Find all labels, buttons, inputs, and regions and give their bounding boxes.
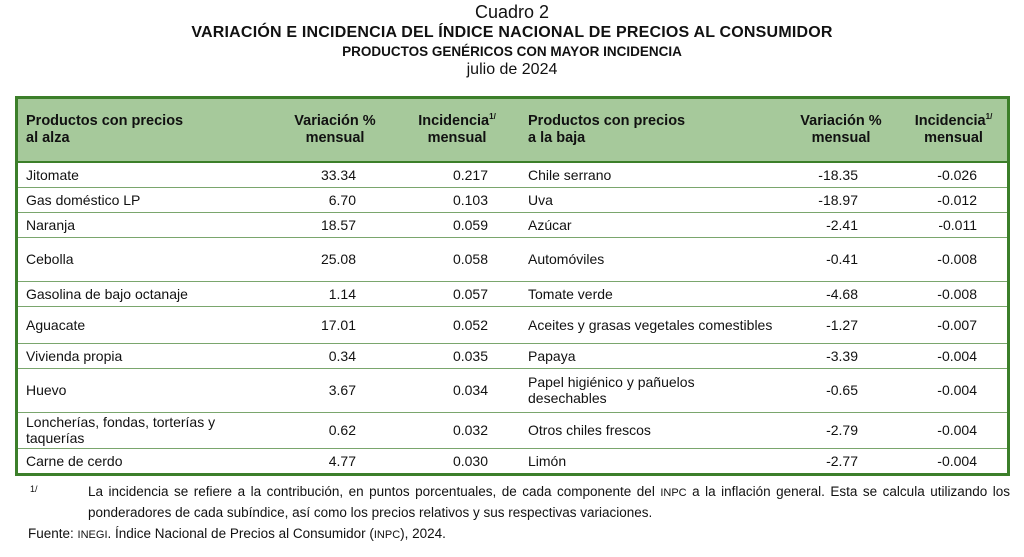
footnote-text: La incidencia se refiere a la contribución, en puntos porcentuales, de cada componente del INPC a la inflación general. Esta se calcula utilizando los ponderadores de cada subíndice, así como los precios relativos y sus respectivas variaciones.	[88, 484, 1010, 520]
source-label: Fuente:	[28, 526, 74, 541]
product-up-cell: Carne de cerdo	[18, 448, 276, 473]
product-up-cell: Gas doméstico LP	[18, 187, 276, 212]
footnote-ref: 1/	[489, 112, 496, 122]
variation-down-cell: -2.41	[782, 212, 900, 237]
variation-down-cell: -18.35	[818, 166, 858, 183]
product-up-cell: Aguacate	[18, 306, 276, 343]
header-products-up: Productos con precios al alza	[18, 99, 276, 162]
variation-up-cell: 33.34	[320, 166, 356, 183]
incidence-down-cell: -0.012	[900, 187, 1007, 212]
source-note	[28, 524, 446, 545]
incidence-down-cell: -0.004	[900, 448, 1007, 473]
product-up-cell: Vivienda propia	[18, 343, 276, 368]
incidence-down-cell: -0.011	[900, 212, 1007, 237]
product-up-cell: Loncherías, fondas, torterías y taquerías	[18, 412, 276, 448]
incidence-up-cell: 0.059	[394, 212, 520, 237]
variation-up-cell: 0.62	[276, 412, 394, 448]
incidence-up-cell: 0.030	[394, 448, 520, 473]
title-block	[0, 2, 1024, 79]
table-body	[18, 162, 1007, 473]
table-row	[18, 281, 1007, 306]
incidence-down-cell: -0.004	[900, 412, 1007, 448]
incidence-down-cell: -0.004	[900, 368, 1007, 412]
data-table	[18, 99, 1007, 473]
variation-down-cell: -1.27	[782, 306, 900, 343]
incidence-up-cell: 0.058	[394, 237, 520, 281]
variation-up-cell: 18.57	[276, 212, 394, 237]
incidence-up-cell: 0.217	[452, 166, 488, 183]
period-label: julio de 2024	[466, 61, 558, 78]
product-down-cell: Limón	[520, 448, 782, 473]
incidence-down-cell: -0.008	[900, 281, 1007, 306]
variation-up-cell: 3.67	[276, 368, 394, 412]
incidence-down-cell: -0.007	[900, 306, 1007, 343]
product-down-cell: Automóviles	[520, 237, 782, 281]
incidence-up-cell: 0.032	[394, 412, 520, 448]
page-title: VARIACIÓN E INCIDENCIA DEL ÍNDICE NACIONAL DE PRECIOS AL CONSUMIDOR	[191, 24, 833, 41]
header-variation-down: Variación % mensual	[782, 99, 900, 162]
table-row	[18, 343, 1007, 368]
incidence-up-cell: 0.052	[394, 306, 520, 343]
header-variation-up: Variación % mensual	[276, 99, 394, 162]
page-subtitle: PRODUCTOS GENÉRICOS CON MAYOR INCIDENCIA	[342, 44, 682, 59]
table-row	[18, 412, 1007, 448]
source-text: INEGI. Índice Nacional de Precios al Consumidor (INPC), 2024.	[77, 526, 446, 541]
incidence-up-cell: 0.034	[394, 368, 520, 412]
product-down-cell: Papel higiénico y pañuelos desechables	[520, 368, 782, 412]
incidence-up-cell: 0.103	[394, 187, 520, 212]
table-header-row	[18, 99, 1007, 162]
table-row	[18, 187, 1007, 212]
footnote-ref: 1/	[985, 112, 993, 122]
variation-down-cell: -3.39	[782, 343, 900, 368]
product-down-cell: Tomate verde	[520, 281, 782, 306]
product-down-cell: Papaya	[520, 343, 782, 368]
product-up-cell: Cebolla	[18, 237, 276, 281]
variation-up-cell: 6.70	[276, 187, 394, 212]
variation-down-cell: -18.97	[782, 187, 900, 212]
variation-down-cell: -2.77	[782, 448, 900, 473]
footnote-mark: 1/	[30, 484, 38, 494]
product-up-cell: Naranja	[18, 212, 276, 237]
header-incidence-up: Incidencia$^{1/}$ mensual	[394, 99, 520, 162]
product-down-cell: Azúcar	[520, 212, 782, 237]
variation-up-cell: 0.34	[276, 343, 394, 368]
variation-up-cell: 25.08	[276, 237, 394, 281]
table-row	[18, 306, 1007, 343]
header-incidence-down: Incidencia$^{1/}$ mensual	[900, 99, 1007, 162]
incidence-down-cell: -0.008	[900, 237, 1007, 281]
variation-down-cell: -4.68	[782, 281, 900, 306]
table-row	[18, 237, 1007, 281]
table-row	[18, 212, 1007, 237]
product-down-cell: Aceites y grasas vegetales comestibles	[520, 306, 782, 343]
product-down-cell: Chile serrano	[528, 166, 612, 183]
variation-down-cell: -0.65	[782, 368, 900, 412]
header-products-down: Productos con precios a la baja	[520, 99, 782, 162]
table-row	[18, 368, 1007, 412]
incidence-up-cell: 0.035	[394, 343, 520, 368]
table-row	[18, 162, 1007, 187]
footnote	[30, 482, 1010, 523]
table-number: Cuadro 2	[474, 2, 550, 22]
table-row	[18, 448, 1007, 473]
product-up-cell: Gasolina de bajo octanaje	[18, 281, 276, 306]
data-table-frame	[15, 96, 1010, 476]
product-down-cell: Otros chiles frescos	[520, 412, 782, 448]
variation-down-cell: -0.41	[782, 237, 900, 281]
variation-up-cell: 1.14	[276, 281, 394, 306]
product-up-cell: Jitomate	[26, 166, 79, 183]
variation-up-cell: 4.77	[276, 448, 394, 473]
incidence-up-cell: 0.057	[394, 281, 520, 306]
incidence-down-cell: -0.004	[900, 343, 1007, 368]
variation-up-cell: 17.01	[276, 306, 394, 343]
variation-down-cell: -2.79	[782, 412, 900, 448]
product-up-cell: Huevo	[18, 368, 276, 412]
incidence-down-cell: -0.026	[937, 166, 977, 183]
product-down-cell: Uva	[520, 187, 782, 212]
